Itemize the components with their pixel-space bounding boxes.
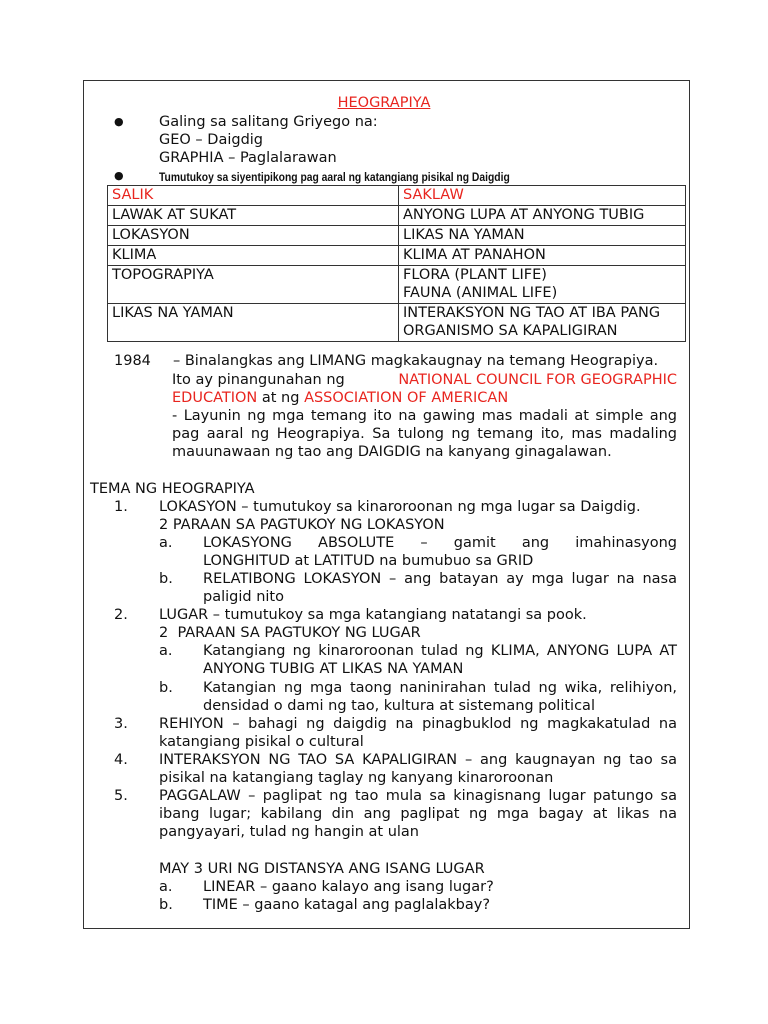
history-line-2 <box>172 371 677 389</box>
table-row <box>108 226 686 246</box>
bullet-2-text: Tumutukoy sa siyentipikong pag aaral ng katangiang pisikal ng Daigdig <box>159 170 510 184</box>
table-cell <box>399 304 686 342</box>
list-item-subheading: 2 PARAAN SA PAGTUKOY NG LUGAR <box>159 625 421 641</box>
table-cell-line: INTERAKSYON NG TAO AT IBA PANG <box>403 305 661 321</box>
list-item-text: LONGHITUD at LATITUD na bumubuo sa GRID <box>203 553 534 569</box>
table-cell-line: ORGANISMO SA KAPALIGIRAN <box>403 323 618 339</box>
org-name-ncge: NATIONAL COUNCIL FOR GEOGRAPHIC <box>398 372 677 388</box>
table-cell: LOKASYON <box>108 226 399 246</box>
bullet-1-line-3: GRAPHIA – Paglalarawan <box>159 150 337 166</box>
list-letter: a. <box>159 643 173 659</box>
history-line-3-text: at ng <box>261 390 300 406</box>
list-number: 5. <box>114 788 128 804</box>
table-row <box>108 246 686 266</box>
list-item-text: paligid nito <box>203 589 284 605</box>
history-line-6: mauunawaan ng tao ang DAIGDIG na kanyang ginagalawan. <box>172 444 612 460</box>
bullet-icon: ● <box>114 169 124 182</box>
list-item-text: INTERAKSYON NG TAO SA KAPALIGIRAN – ang kaugnayan ng tao sa <box>159 752 677 768</box>
list-item-text: Katangian ng mga taong naninirahan tulad ng wika, relihiyon, <box>203 680 677 696</box>
list-item-text: LINEAR – gaano kalayo ang isang lugar? <box>203 879 494 895</box>
org-name-association: ASSOCIATION OF AMERICAN <box>304 390 509 406</box>
list-item-text: LOKASYONG ABSOLUTE – gamit ang imahinasyong <box>203 535 677 551</box>
list-letter: a. <box>159 535 173 551</box>
list-letter: b. <box>159 897 173 913</box>
list-number: 4. <box>114 752 128 768</box>
page-title: HEOGRAPIYA <box>337 95 431 111</box>
bullet-icon: ● <box>114 115 124 128</box>
list-item-subheading: 2 PARAAN SA PAGTUKOY NG LOKASYON <box>159 517 445 533</box>
list-item-text: TIME – gaano katagal ang paglalakbay? <box>203 897 491 913</box>
history-line-2-text: Ito ay pinangunahan ng <box>172 372 345 388</box>
history-year: 1984 <box>114 353 151 369</box>
table-cell: LIKAS NA YAMAN <box>108 304 399 342</box>
list-letter: b. <box>159 571 173 587</box>
table-cell-line: FLORA (PLANT LIFE) <box>403 267 547 283</box>
list-item-text: LUGAR – tumutukoy sa mga katangiang natatangi sa pook. <box>159 607 587 623</box>
list-item-text: densidad o dami ng tao, kultura at sistemang political <box>203 698 595 714</box>
table-cell: KLIMA <box>108 246 399 266</box>
tema-heading: TEMA NG HEOGRAPIYA <box>90 481 255 497</box>
table-cell <box>399 266 686 304</box>
table-cell: TOPOGRAPIYA <box>108 266 399 304</box>
list-item-text: ibang lugar; kabilang din ang paglipat ng mga bagay at likas na <box>159 806 677 822</box>
list-item-text: pangyayari, tulad ng hangin at ulan <box>159 824 420 840</box>
table-cell: LIKAS NA YAMAN <box>399 226 686 246</box>
history-line-5: pag aaral ng Heograpiya. Sa tulong ng temang ito, mas madaling <box>172 426 677 442</box>
list-item-text: PAGGALAW – paglipat ng tao mula sa kinagisnang lugar patungo sa <box>159 788 677 804</box>
list-letter: a. <box>159 879 173 895</box>
table-cell: LAWAK AT SUKAT <box>108 206 399 226</box>
table-header-salik: SALIK <box>108 186 399 206</box>
list-item-text: ANYONG TUBIG AT LIKAS NA YAMAN <box>203 661 464 677</box>
list-number: 2. <box>114 607 128 623</box>
org-name-education: EDUCATION <box>172 390 258 406</box>
list-item-text: pisikal na katangiang taglay ng kanyang kinaroroonan <box>159 770 554 786</box>
list-letter: b. <box>159 680 173 696</box>
list-number: 1. <box>114 499 128 515</box>
list-item-text: RELATIBONG LOKASYON – ang batayan ay mga lugar na nasa <box>203 571 677 587</box>
list-item-text: REHIYON – bahagi ng daigdig na pinagbuklod ng magkakatulad na <box>159 716 677 732</box>
list-item-text: LOKASYON – tumutukoy sa kinaroroonan ng mga lugar sa Daigdig. <box>159 499 641 515</box>
table-row <box>108 304 686 342</box>
table-row <box>108 266 686 304</box>
history-line-1: – Binalangkas ang LIMANG magkakaugnay na temang Heograpiya. <box>173 353 659 369</box>
distansya-heading: MAY 3 URI NG DISTANSYA ANG ISANG LUGAR <box>159 861 485 877</box>
table-cell: KLIMA AT PANAHON <box>399 246 686 266</box>
history-line-3 <box>172 389 508 407</box>
history-line-4: - Layunin ng mga temang ito na gawing mas madali at simple ang <box>172 408 677 424</box>
bullet-1-line-2: GEO – Daigdig <box>159 132 263 148</box>
bullet-1-line-1: Galing sa salitang Griyego na: <box>159 114 378 130</box>
table-cell-line: FAUNA (ANIMAL LIFE) <box>403 285 558 301</box>
table-row <box>108 206 686 226</box>
table-cell: ANYONG LUPA AT ANYONG TUBIG <box>399 206 686 226</box>
list-item-text: Katangiang ng kinaroroonan tulad ng KLIMA, ANYONG LUPA AT <box>203 643 677 659</box>
list-number: 3. <box>114 716 128 732</box>
table-header-saklaw: SAKLAW <box>399 186 686 206</box>
list-item-text: katangiang pisikal o cultural <box>159 734 364 750</box>
table-header-row <box>108 186 686 206</box>
salik-saklaw-table <box>107 185 686 342</box>
